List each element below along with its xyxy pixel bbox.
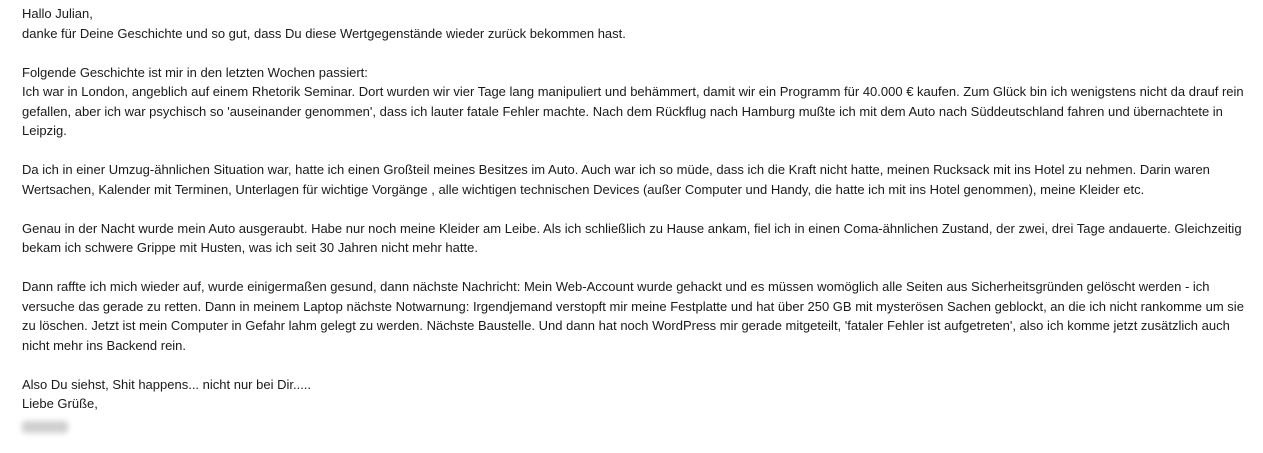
paragraph-hack [22,277,1248,355]
greeting-block [22,4,1248,43]
greeting: Hallo Julian, [22,6,93,21]
intro-line: danke für Deine Geschichte und so gut, dass Du diese Wertgegenstände wieder zurück bekommen hast. [22,25,626,41]
blurred-signature [22,421,68,433]
email-body [22,4,1248,438]
paragraph-text: Folgende Geschichte ist mir in den letzten Wochen passiert: Ich war in London, angeblich auf einem Rhetorik Seminar. Dort wurden wir vier Tage lang manipuliert und behämmert, damit wir ein Programm für 40.000 € kaufen. Zum Glück bin ich wenigstens nicht da drauf rein gefallen, aber ich war psychisch so 'auseinander genommen', dass ich lauter fatale Fehler machte. Nach dem Rückflug nach Hamburg mußte ich mit dem Auto nach Süddeutschland fahren und übernachtete in Leipzig. [22,64,1244,138]
closing-block [22,375,1248,439]
paragraph-london [22,63,1248,141]
paragraph-text: Da ich in einer Umzug-ähnlichen Situation war, hatte ich einen Großteil meines Besitzes im Auto. Auch war ich so müde, dass ich die Kraft nicht hatte, meinen Rucksack mit ins Hotel zu nehmen. Darin waren Wertsachen, Kalender mit Terminen, Unterlagen für wichtige Vorgänge , alle wichtigen technischen Devices (außer Computer und Handy, die hatte ich mit ins Hotel genommen), meine Kleider etc. [22,162,1210,197]
paragraph-text: Genau in der Nacht wurde mein Auto ausgeraubt. Habe nur noch meine Kleider am Leibe. Als ich schließlich zu Hause ankam, fiel ich in einen Coma-ähnlichen Zustand, der zwei, drei Tage andauerte. Gleichzeitig bekam ich schwere Grippe mit Husten, was ich seit 30 Jahren nicht mehr hatte. [22,220,1242,255]
paragraph-car [22,160,1248,199]
paragraph-text: Dann raffte ich mich wieder auf, wurde einigermaßen gesund, dann nächste Nachricht: Mein Web-Account wurde gehackt und es müssen womöglich alle Seiten aus Sicherheitsgründen gelöscht werden - ich versuche das gerade zu retten. Dann in meinem Laptop nächste Notwarnung: Irgendjemand verstopft mir meine Festplatte und hat über 250 GB mit mysterösen Sachen geblockt, an die ich nicht rankomme um sie zu löschen. Jetzt ist mein Computer in Gefahr lahm gelegt zu werden. Nächste Baustelle. Und dann hat noch WordPress mir gerade mitgeteilt, 'fataler Fehler ist aufgetreten', also ich komme jetzt zusätzlich auch nicht mehr ins Backend rein. [22,279,1244,353]
closing-line: Also Du siehst, Shit happens... nicht nur bei Dir..... [22,376,312,392]
regards: Liebe Grüße, [22,396,98,411]
paragraph-robbery [22,219,1248,258]
